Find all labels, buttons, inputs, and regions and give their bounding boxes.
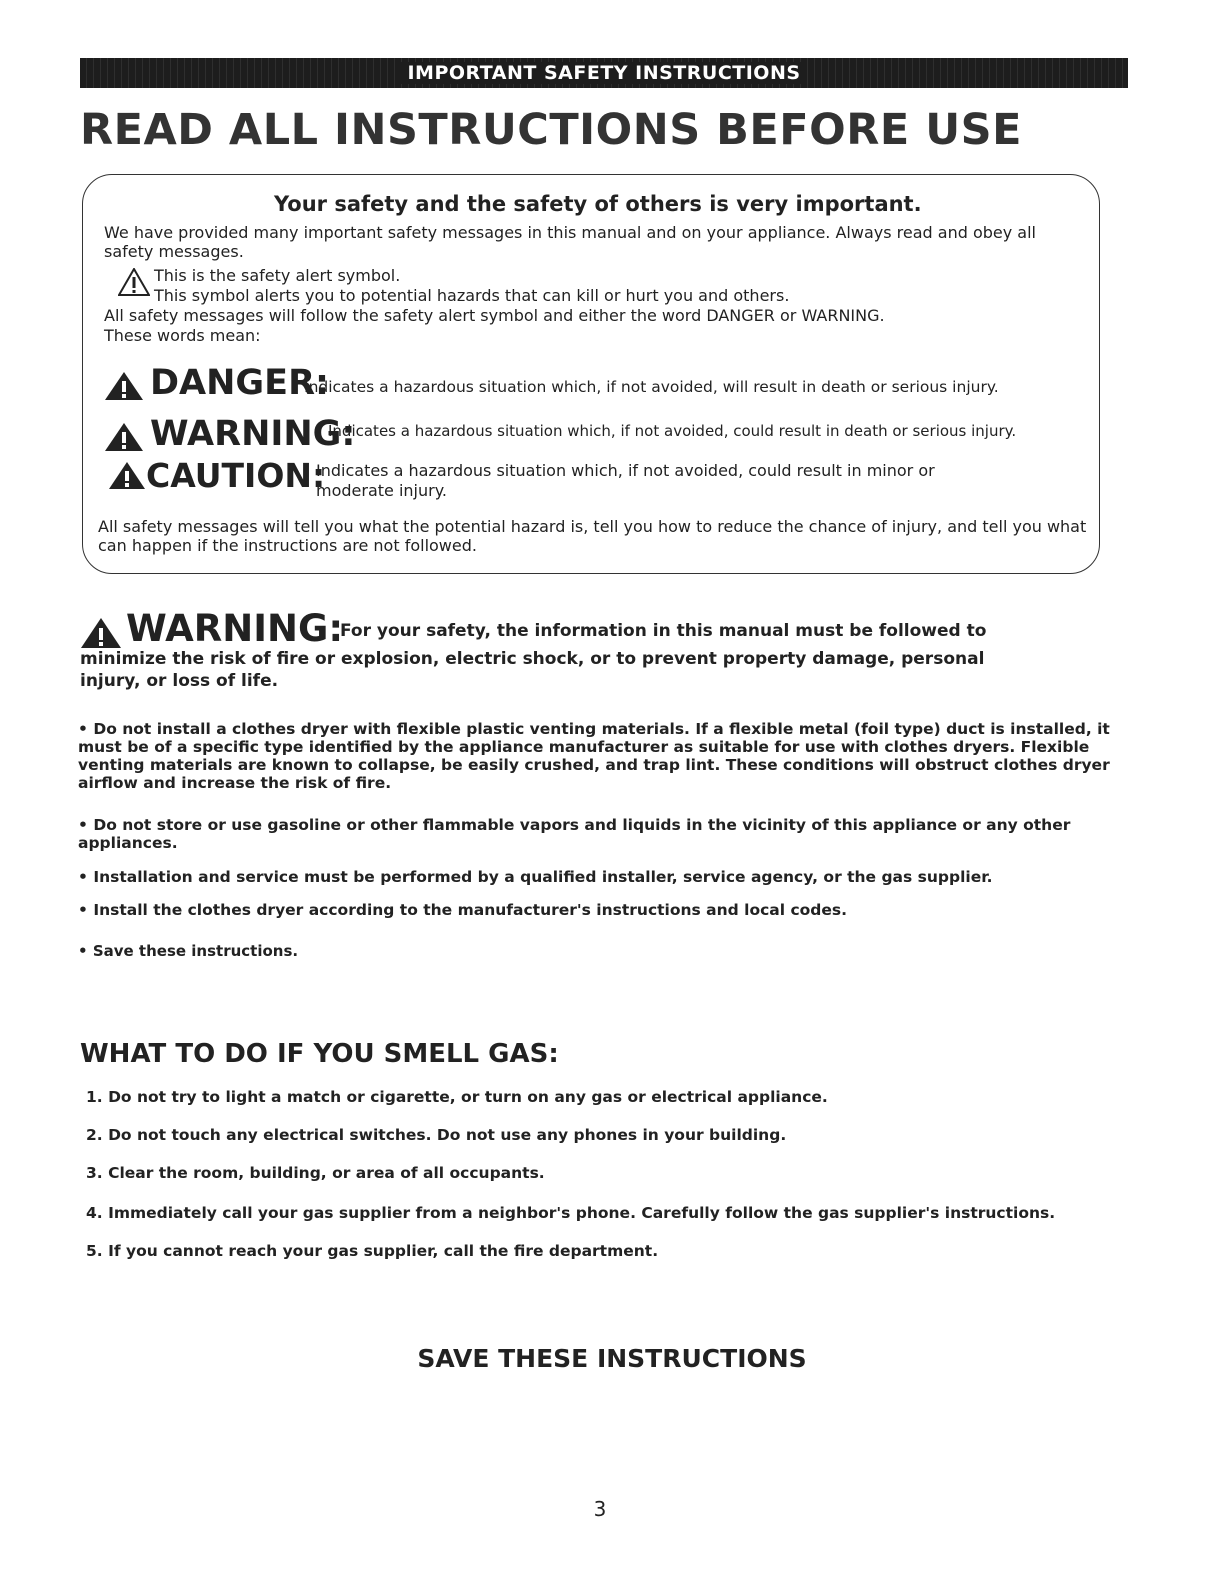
caution-word: CAUTION: (146, 456, 326, 495)
gas-step: 4. Immediately call your gas supplier from a neighbor's phone. Carefully follow the gas supplier's instructions. (86, 1204, 1056, 1222)
bullet-text: Do not install a clothes dryer with flexible plastic venting materials. If a flexible metal (foil type) duct is installed, it must be of a specific type identified by the appliance manufacturer as suitable for use with clothes dryers. Flexible venting materials are known to collapse, be easily crushed, and trap lint. These conditions will obstruct clothes dryer airflow and increase the risk of fire. (78, 720, 1110, 792)
mean-line: These words mean: (104, 326, 261, 345)
header-banner (80, 58, 1128, 88)
gas-section-heading: WHAT TO DO IF YOU SMELL GAS: (80, 1039, 559, 1069)
danger-description: Indicates a hazardous situation which, if not avoided, will result in death or serious injury. (304, 378, 999, 396)
safety-intro: We have provided many important safety messages in this manual and on your appliance. Always read and obey all safety messages. (104, 223, 1036, 261)
main-warning-rest: minimize the risk of fire or explosion, electric shock, or to prevent property damage, personal injury, or loss of life. (80, 649, 985, 691)
main-warning-lead: For your safety, the information in this manual must be followed to (340, 621, 987, 641)
gas-step: 1. Do not try to light a match or cigarette, or turn on any gas or electrical appliance. (86, 1088, 828, 1106)
caution-description-1: Indicates a hazardous situation which, if not avoided, could result in minor or (316, 461, 935, 480)
safety-box-heading: Your safety and the safety of others is very important. (274, 192, 922, 216)
warning-alert-icon (104, 422, 144, 452)
main-warning-word: WARNING: (126, 607, 344, 650)
bullet-text: Save these instructions. (92, 942, 299, 960)
caution-alert-icon (108, 461, 146, 490)
bullet-dot: • (78, 720, 88, 738)
gas-step: 5. If you cannot reach your gas supplier, call the fire department. (86, 1242, 659, 1260)
bullet-item (78, 868, 1138, 886)
warning-description: Indicates a hazardous situation which, if not avoided, could result in death or serious injury. (328, 422, 1017, 440)
danger-word: DANGER: (150, 363, 330, 403)
warning-word: WARNING: (150, 414, 356, 454)
follow-line: All safety messages will follow the safety alert symbol and either the word DANGER or WARNING. (104, 306, 885, 325)
bullet-text: Do not store or use gasoline or other flammable vapors and liquids in the vicinity of this appliance or any other appliances. (78, 816, 1071, 852)
bullet-text: Installation and service must be performed by a qualified installer, service agency, or the gas supplier. (93, 868, 993, 886)
caution-description-2: moderate injury. (316, 481, 447, 500)
main-warning-alert-icon (80, 617, 122, 649)
bullet-dot: • (78, 868, 88, 886)
bullet-item (78, 720, 1138, 792)
bullet-text: Install the clothes dryer according to the manufacturer's instructions and local codes. (93, 901, 848, 919)
gas-step: 2. Do not touch any electrical switches. Do not use any phones in your building. (86, 1126, 787, 1144)
bullet-dot: • (78, 901, 88, 919)
symbol-line-1: This is the safety alert symbol. (154, 266, 401, 285)
bullet-dot: • (78, 816, 88, 834)
bullet-item (78, 901, 1138, 919)
save-instructions-heading: SAVE THESE INSTRUCTIONS (417, 1344, 807, 1373)
bullet-item (78, 816, 1078, 852)
danger-alert-icon (104, 371, 144, 401)
gas-step: 3. Clear the room, building, or area of all occupants. (86, 1164, 545, 1182)
safety-alert-icon (118, 268, 150, 296)
bullet-item (78, 942, 1138, 960)
safety-closing: All safety messages will tell you what the potential hazard is, tell you how to reduce the chance of injury, and tell you what can happen if the instructions are not followed. (98, 517, 1087, 555)
page-number: 3 (593, 1497, 607, 1521)
bullet-dot: • (78, 942, 88, 960)
symbol-line-2: This symbol alerts you to potential hazards that can kill or hurt you and others. (154, 286, 790, 305)
page-title: READ ALL INSTRUCTIONS BEFORE USE (80, 105, 1022, 155)
banner-text: IMPORTANT SAFETY INSTRUCTIONS (401, 62, 806, 84)
